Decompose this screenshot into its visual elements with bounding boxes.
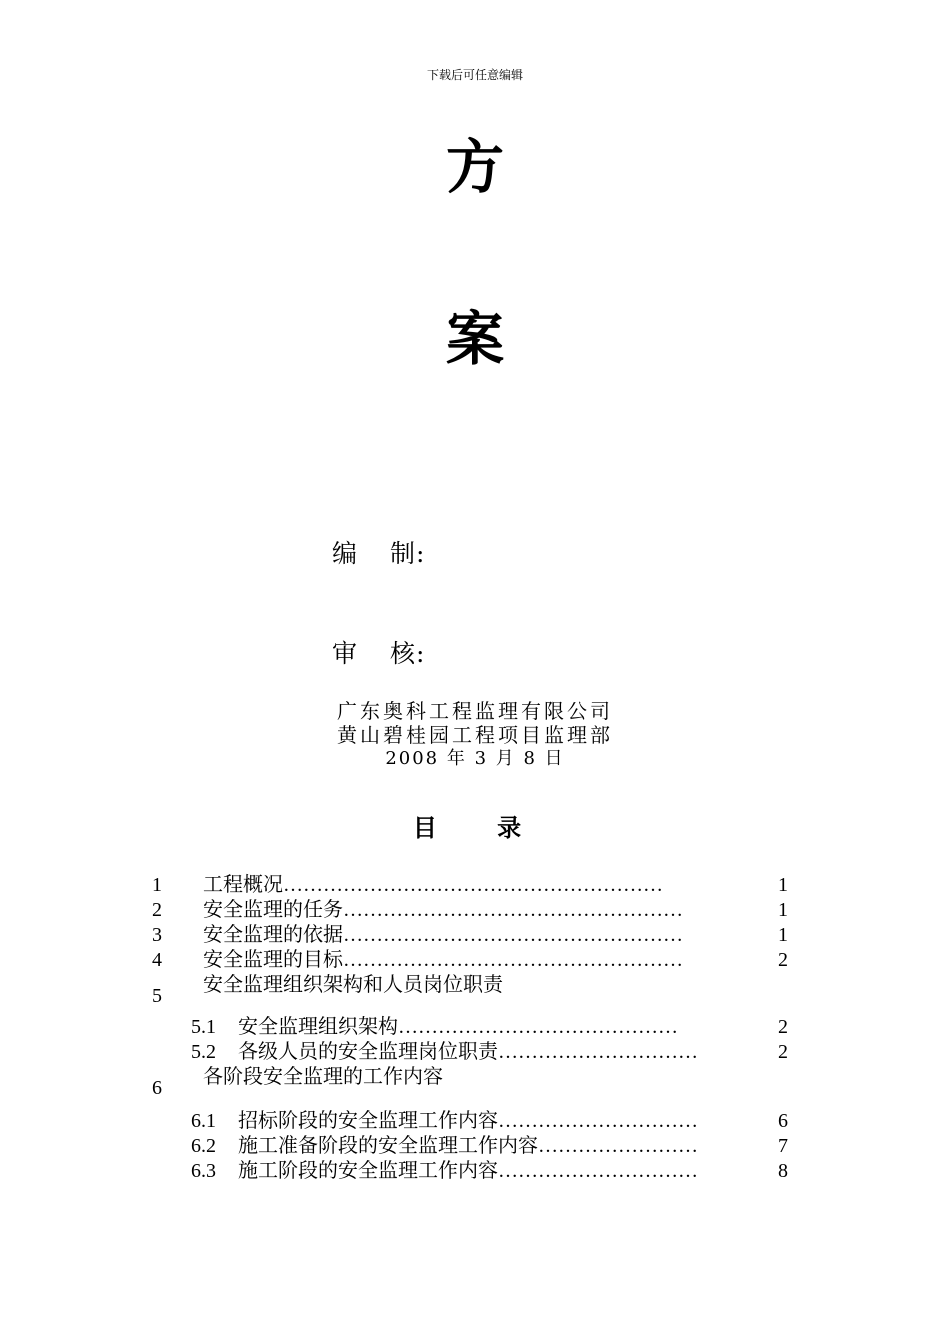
toc-item-number: 5 [152,985,162,1007]
toc-item-page: 7 [778,1135,788,1157]
toc-item-page: 1 [778,924,788,946]
toc-item-text[interactable]: 安全监理的依据…………………………………………… [203,924,683,946]
org-line-1: 广东奥科工程监理有限公司 [337,699,613,723]
title-char-2: 案 [445,305,504,373]
toc-item-text[interactable]: 安全监理组织架构和人员岗位职责 [203,974,503,996]
page-header-note: 下载后可任意编辑 [426,68,523,82]
prepared-label-1: 编 [332,539,359,568]
toc-item-number: 2 [152,899,162,921]
toc-item-number: 1 [152,874,162,896]
toc-item-number: 3 [152,924,162,946]
toc-item-text[interactable]: 工程概况………………………………………………… [203,874,663,896]
toc-item-page: 2 [778,1016,788,1038]
toc-item-page: 2 [778,1041,788,1063]
reviewed-by-label [332,634,425,670]
toc-item-page: 1 [778,874,788,896]
toc-item-text[interactable]: 各级人员的安全监理岗位职责………………………… [238,1041,698,1063]
org-line-2: 黄山碧桂园工程项目监理部 [337,723,613,747]
toc-item-text[interactable]: 施工阶段的安全监理工作内容………………………… [238,1160,698,1182]
toc-title: 目 录 [412,813,548,842]
toc-item-text[interactable]: 安全监理的目标…………………………………………… [203,949,683,971]
review-label-1: 审 [332,639,359,668]
toc-item-text[interactable]: 施工准备阶段的安全监理工作内容…………………… [238,1135,698,1157]
toc-item-number: 5.2 [191,1041,216,1063]
toc-item-page: 1 [778,899,788,921]
toc-item-number: 5.1 [191,1016,216,1038]
title-char-1: 方 [445,133,504,201]
prepared-by-label [332,534,425,570]
toc-item-text[interactable]: 招标阶段的安全监理工作内容………………………… [238,1110,698,1132]
review-label-2: 核: [390,639,426,668]
toc-item-page: 6 [778,1110,788,1132]
toc-item-page: 2 [778,949,788,971]
toc-item-page: 8 [778,1160,788,1182]
toc-item-number: 6.1 [191,1110,216,1132]
toc-item-text[interactable]: 安全监理组织架构…………………………………… [238,1016,678,1038]
toc-item-text[interactable]: 安全监理的任务…………………………………………… [203,899,683,921]
toc-item-number: 4 [152,949,162,971]
prepared-label-2: 制: [390,539,426,568]
toc-item-number: 6 [152,1077,162,1099]
document-date: 2008 年 3 月 8 日 [385,748,565,769]
toc-item-text[interactable]: 各阶段安全监理的工作内容 [203,1066,443,1088]
toc-item-number: 6.3 [191,1160,216,1182]
toc-item-number: 6.2 [191,1135,216,1157]
